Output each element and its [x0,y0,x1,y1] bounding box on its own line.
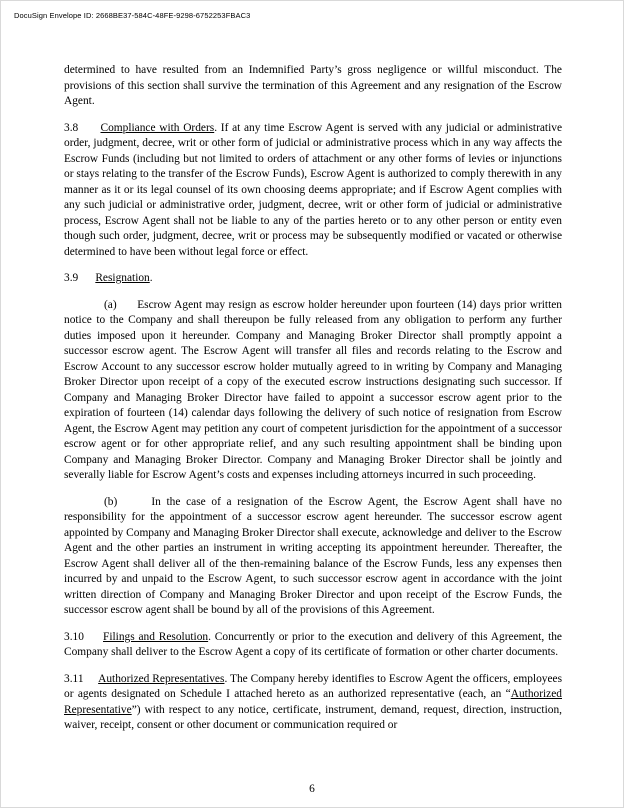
underlined-heading-text: Resignation [95,272,150,284]
paragraph-text: 3.10 [64,630,104,643]
section-3-9-heading [64,271,562,287]
underlined-heading-text: Authorized Representatives [98,672,225,685]
docusign-envelope-id: DocuSign Envelope ID: 2668BE37-584C-48FE-9298-6752253FBAC3 [14,11,251,20]
paragraph-text: . [149,272,153,284]
paragraph-text: . The Company hereby identifies to Escrow Agent the officers, employees or agents designated on Schedule I attached hereto as an authorized representative (each, an “ [64,672,562,700]
document-body [64,63,562,745]
paragraph-text: . Concurrently or prior to the execution and delivery of this Agreement, the Company shall deliver to the Escrow Agent a copy of its certificate of formation or other charter documents. [64,630,562,658]
paragraph-text: 3.9 [64,272,96,284]
section-3-11 [64,672,562,734]
paragraph-text: . If at any time Escrow Agent is served with any judicial or administrative order, judgment, decree, writ or other form of judicial or administrative process which in any way affects the Escrow Funds (including but not limited to orders of attachment or any other forms of levies or injunctions or stays relating to the transfer of the Escrow Funds), Escrow Agent is authorized to comply therewith in any manner as it or its legal counsel of its own choosing deems appropriate; and if Escrow Agent complies with any such judicial or administrative order, judgment, decree, writ or other form of judicial or administrative process, Escrow Agent shall not be liable to any of the parties hereto or to any other person or entity even though such order, judgment, decree, writ or process may be subsequently modified or vacated or otherwise determined to have been without legal force or effect. [64,121,562,258]
page-number: 6 [309,783,315,795]
continuation-paragraph [64,63,562,110]
section-3-9-b [64,495,562,619]
section-3-9-a [64,298,562,484]
paragraph-text: ”) with respect to any notice, certificate, instrument, demand, request, direction, instruction, waiver, receipt, consent or other document or communication required or [64,703,562,731]
underlined-heading-text: Compliance with Orders [100,121,215,134]
paragraph-text: 3.8 [64,121,101,134]
underlined-heading-text: Authorized Representative [64,688,562,716]
paragraph-text: (b) In the case of a resignation of the Escrow Agent, the Escrow Agent shall have no responsibility for the appointment of a successor escrow agent hereunder. The successor escrow agent appointed by Company and Managing Broker Director shall execute, acknowledge and deliver to the Escrow Agent and the other parties an instrument in writing accepting its appointment hereunder. Thereafter, the Escrow Agent shall deliver all of the then-remaining balance of the Escrow Funds, less any expenses then incurred by and unpaid to the Escrow Agent, to such successor escrow agent in accordance with the joint written direction of Company and Managing Broker Director and upon receipt of the Escrow Funds, the successor escrow agent shall be bound by all of the provisions of this Agreement. [64,495,562,616]
section-3-8 [64,121,562,261]
section-3-10 [64,630,562,661]
paragraph-text: determined to have resulted from an Indemnified Party’s gross negligence or willful misconduct. The provisions of this section shall survive the termination of this Agreement and any resignation of the Escrow Agent. [64,64,562,107]
paragraph-text: 3.11 [64,672,99,685]
underlined-heading-text: Filings and Resolution [103,630,209,643]
paragraph-text: (a) Escrow Agent may resign as escrow holder hereunder upon fourteen (14) days prior written notice to the Company and shall thereupon be fully released from any obligation to perform any further duties imposed upon it hereunder. Company and Managing Broker Director shall promptly appoint a successor escrow agent. The Escrow Agent will transfer all files and records relating to the Escrow and Escrow Account to any successor escrow holder mutually agreed to in writing by Company and Managing Broker Director upon receipt of a copy of the executed escrow instructions designating such successor. If Company and Managing Broker Director have failed to appoint a successor escrow agent prior to the expiration of fourteen (14) calendar days following the delivery of such notice of resignation from Escrow Agent, the Escrow Agent may petition any court of competent jurisdiction for the appointment of a successor escrow agent or for other appropriate relief, and any such resulting appointment shall be binding upon Company and Managing Broker Director. Company and Managing Broker Director shall be jointly and severally liable for Escrow Agent’s costs and expenses including attorneys incurred in such proceeding. [64,298,562,481]
